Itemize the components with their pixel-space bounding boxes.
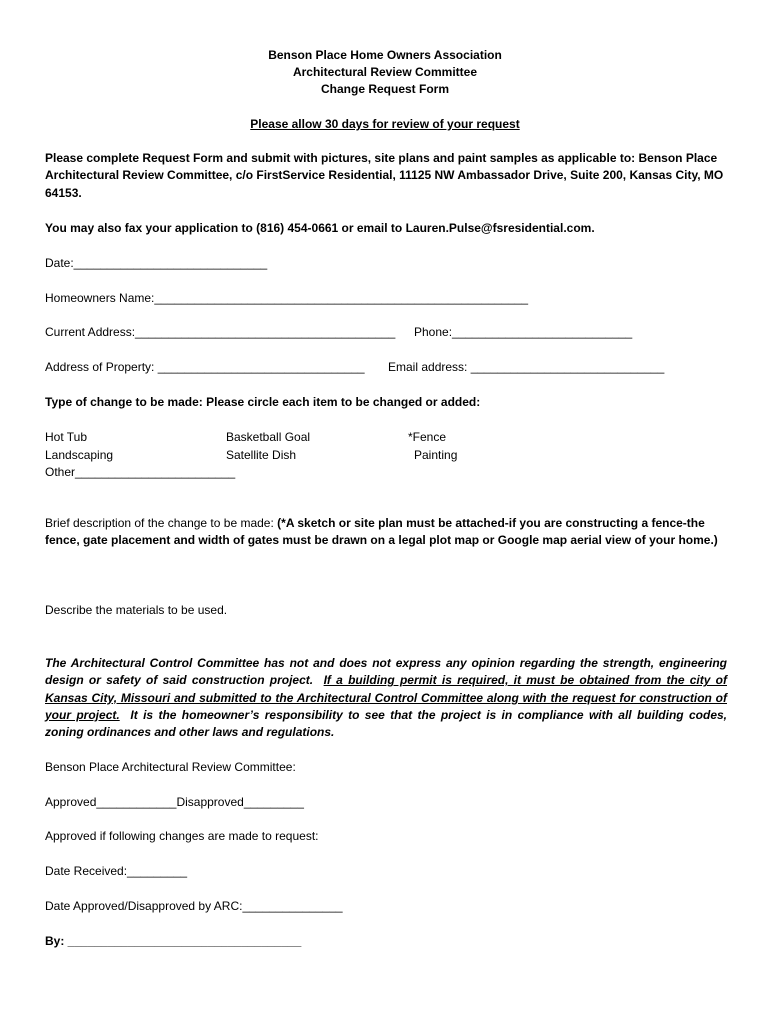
committee-heading: Benson Place Architectural Review Committee: <box>45 760 296 774</box>
change-type-heading: Type of change to be made: Please circle each item to be changed or added: <box>45 395 481 409</box>
change-type-column-2 <box>226 429 310 464</box>
option-fence[interactable]: *Fence <box>408 430 447 444</box>
materials-prompt: Describe the materials to be used. <box>45 603 228 617</box>
change-type-column-3 <box>408 429 457 464</box>
form-title: Change Request Form <box>320 82 449 96</box>
approval-conditions-label: Approved if following changes are made to request: <box>45 829 319 843</box>
disclaimer-opinion: The Architectural Control Committee has not and does not express any opinion regarding the strength, engineering design or safety of said construction project. <box>45 656 727 688</box>
change-type-column-1 <box>45 429 235 482</box>
date-decided-field[interactable]: Date Approved/Disapproved by ARC:_______________ <box>45 899 343 913</box>
fax-email-instructions: You may also fax your application to (816) 454-0661 or email to Lauren.Pulse@fsresidential.com. <box>45 221 595 235</box>
date-field[interactable]: Date:_____________________________ <box>45 256 268 270</box>
email-address-field[interactable]: Email address: _____________________________ <box>388 360 665 374</box>
review-notice: Please allow 30 days for review of your request <box>250 117 520 131</box>
hoa-name: Benson Place Home Owners Association <box>268 48 502 62</box>
phone-field[interactable]: Phone:___________________________ <box>414 325 633 339</box>
sketch-requirement-note: (*A sketch or site plan must be attached-if you are constructing a fence-the fence, gate placement and width of gates must be drawn on a legal plot map or Google map aerial view of your home.) <box>45 516 718 548</box>
option-other[interactable]: Other________________________ <box>45 465 236 479</box>
date-received-field[interactable]: Date Received:_________ <box>45 864 188 878</box>
current-address-field[interactable]: Current Address:_______________________________________ <box>45 325 396 339</box>
disclaimer-compliance: It is the homeowner’s responsibility to see that the project is in compliance with all building codes, zoning ordinances and other laws and regulations. <box>45 707 727 740</box>
option-hot-tub[interactable]: Hot Tub <box>45 430 88 444</box>
property-address-field[interactable]: Address of Property: _______________________________ <box>45 360 365 374</box>
option-landscaping[interactable]: Landscaping <box>45 447 114 462</box>
option-satellite-dish[interactable]: Satellite Dish <box>226 447 297 462</box>
description-label: Brief description of the change to be made: <box>45 516 278 530</box>
committee-name: Architectural Review Committee <box>292 65 478 79</box>
signature-by-field[interactable]: By: ___________________________________ <box>45 934 302 948</box>
change-description <box>45 515 727 550</box>
disclaimer-permit: If a building permit is required, it must be obtained from the city of Kansas City, Missouri and submitted to the Architectural Control Committee along with the request for construction of your project. <box>45 673 727 722</box>
approval-decision-field[interactable]: Approved____________Disapproved_________ <box>45 795 304 809</box>
submission-instructions: Please complete Request Form and submit with pictures, site plans and paint samples as applicable to: Benson Place Architectural Review Committee, c/o FirstService Residential, 11125 NW Ambassador Drive, Suite 200, Kansas City, MO 64153. <box>45 151 724 200</box>
disclaimer-paragraph <box>45 655 727 741</box>
option-basketball-goal[interactable]: Basketball Goal <box>226 430 311 444</box>
homeowners-name-field[interactable]: Homeowners Name:________________________________________________________ <box>45 291 529 305</box>
option-painting[interactable]: Painting <box>414 447 458 462</box>
